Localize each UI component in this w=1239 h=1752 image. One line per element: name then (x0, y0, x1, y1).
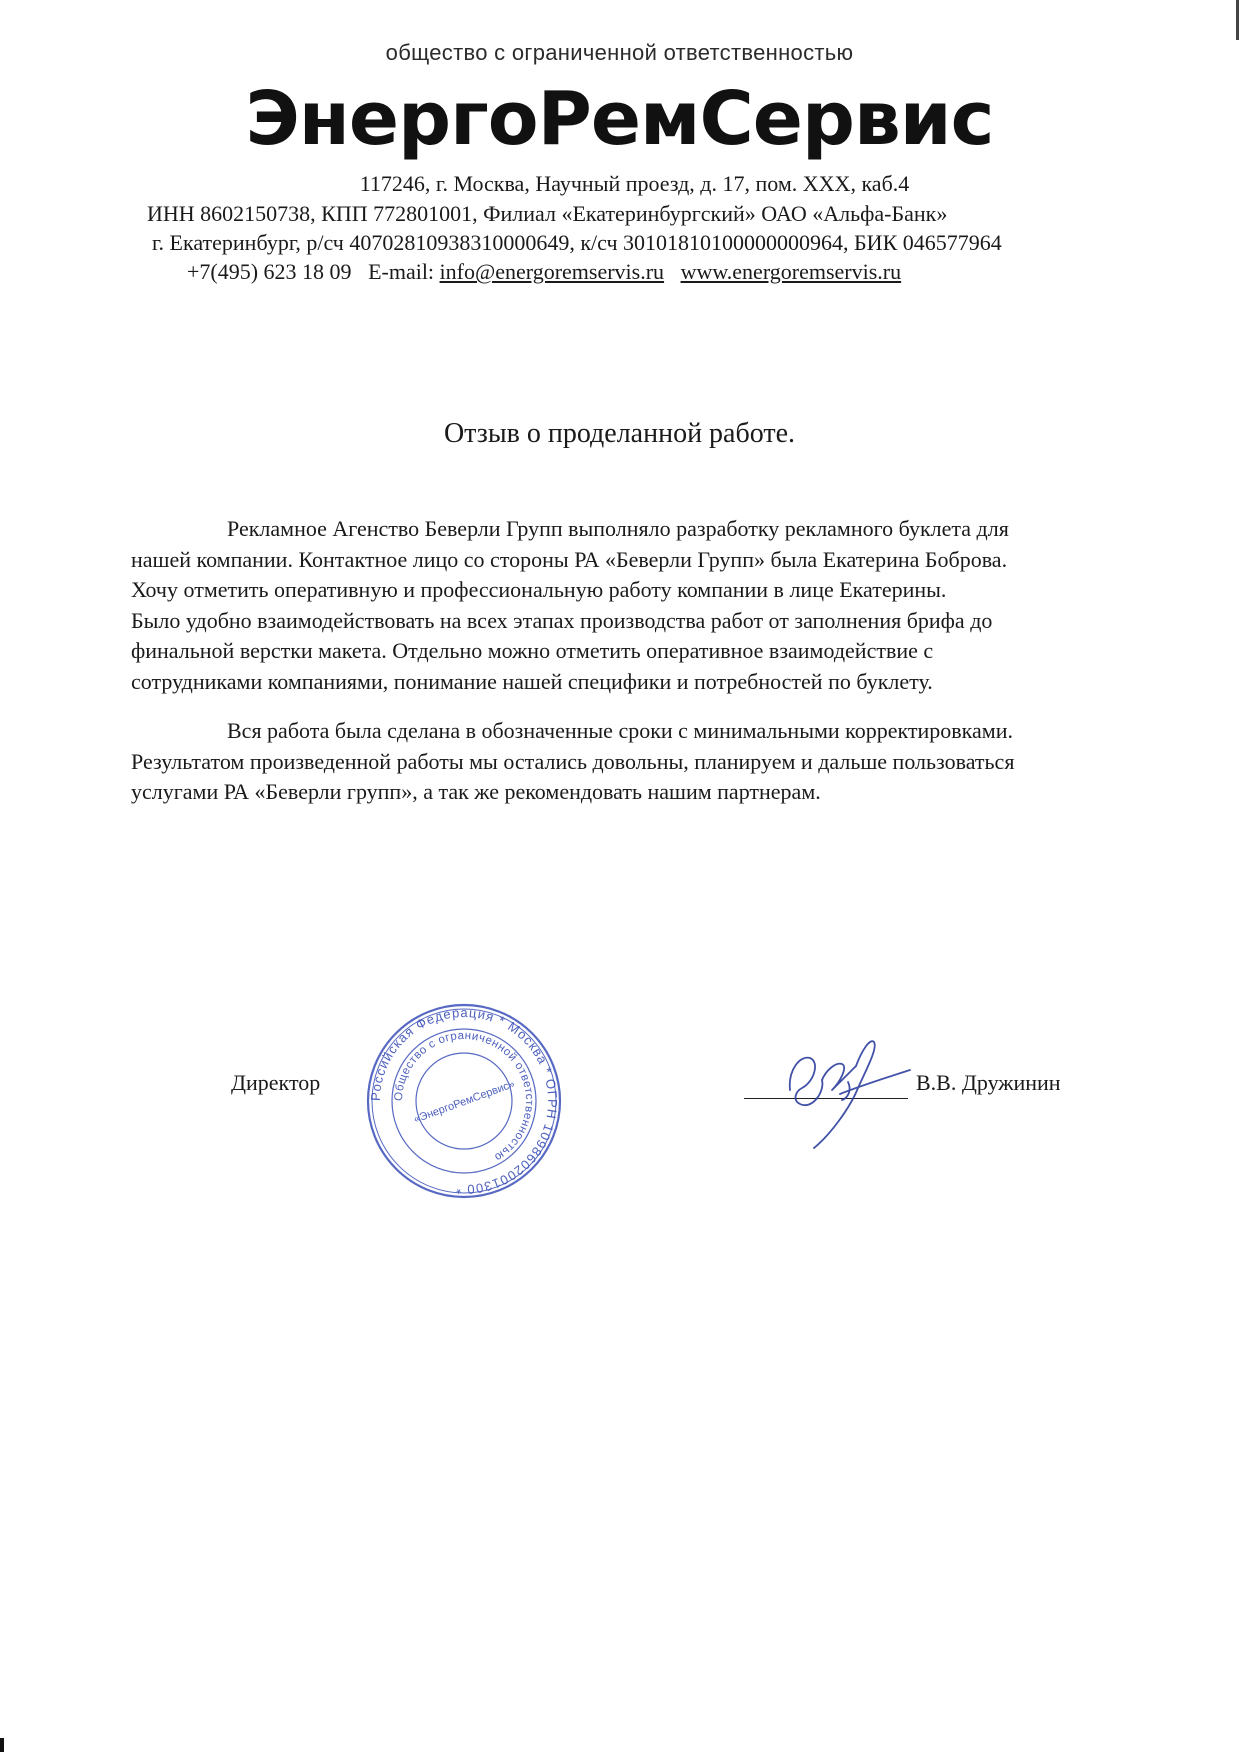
body-paragraph-1 (131, 514, 1141, 697)
org-type-line: общество с ограниченной ответственностью (385, 40, 854, 65)
paragraph-line: услугами РА «Беверли групп», а так же рекомендовать нашим партнерам. (131, 779, 821, 804)
website-link[interactable]: www.energoremservis.ru (680, 259, 902, 284)
email-label: E-mail: (368, 259, 435, 284)
body-paragraph-2 (131, 716, 1141, 808)
address-line: 117246, г. Москва, Научный проезд, д. 17, пом. XXX, каб.4 (359, 171, 910, 196)
paragraph-line: Хочу отметить оперативную и профессиональную работу компании в лице Екатерины. (131, 577, 947, 602)
scan-edge-mark (0, 1738, 4, 1752)
paragraph-line: Было удобно взаимодействовать на всех этапах производства работ от заполнения брифа до (131, 607, 993, 633)
letter-title: Отзыв о проделанной работе. (443, 418, 796, 449)
company-logo: ЭнергоРемСервис (245, 76, 994, 162)
phone-number: +7(495) 623 18 09 (187, 259, 352, 284)
signatory-name: В.В. Дружинин (916, 1070, 1061, 1095)
paragraph-line: Результатом произведенной работы мы остались довольны, планируем и дальше пользоваться (131, 748, 1015, 774)
contact-line (187, 259, 901, 285)
stamp-inner-text: Общество с ограниченной ответственностью (392, 1029, 536, 1164)
paragraph-line: Рекламное Агенство Беверли Групп выполняло разработку рекламного буклета для (227, 516, 1009, 541)
handwritten-signature (770, 1030, 920, 1160)
paragraph-line: нашей компании. Контактное лицо со стороны РА «Беверли Групп» была Екатерина Боброва. (131, 546, 1008, 572)
account-details-line: г. Екатеринбург, р/сч 40702810938310000649, к/сч 30101810100000000964, БИК 046577964 (152, 230, 1002, 255)
paragraph-line: финальной верстки макета. Отдельно можно отметить оперативное взаимодействие с (131, 638, 934, 663)
stamp-center-text: «ЭнергоРемСервис» (412, 1078, 517, 1126)
company-stamp (364, 1001, 564, 1201)
email-link[interactable]: info@energoremservis.ru (439, 259, 665, 284)
bank-details-line: ИНН 8602150738, КПП 772801001, Филиал «Екатеринбургский» ОАО «Альфа-Банк» (147, 201, 948, 226)
signatory-role: Директор (231, 1070, 321, 1095)
paragraph-line: Вся работа была сделана в обозначенные сроки с минимальными корректировками. (227, 718, 1013, 743)
paragraph-line: сотрудниками компаниями, понимание нашей специфики и потребностей по буклету. (131, 668, 933, 694)
stamp-outer-text: Российская Федерация * Москва * ОГРН 1098602001300 * (367, 1004, 561, 1198)
